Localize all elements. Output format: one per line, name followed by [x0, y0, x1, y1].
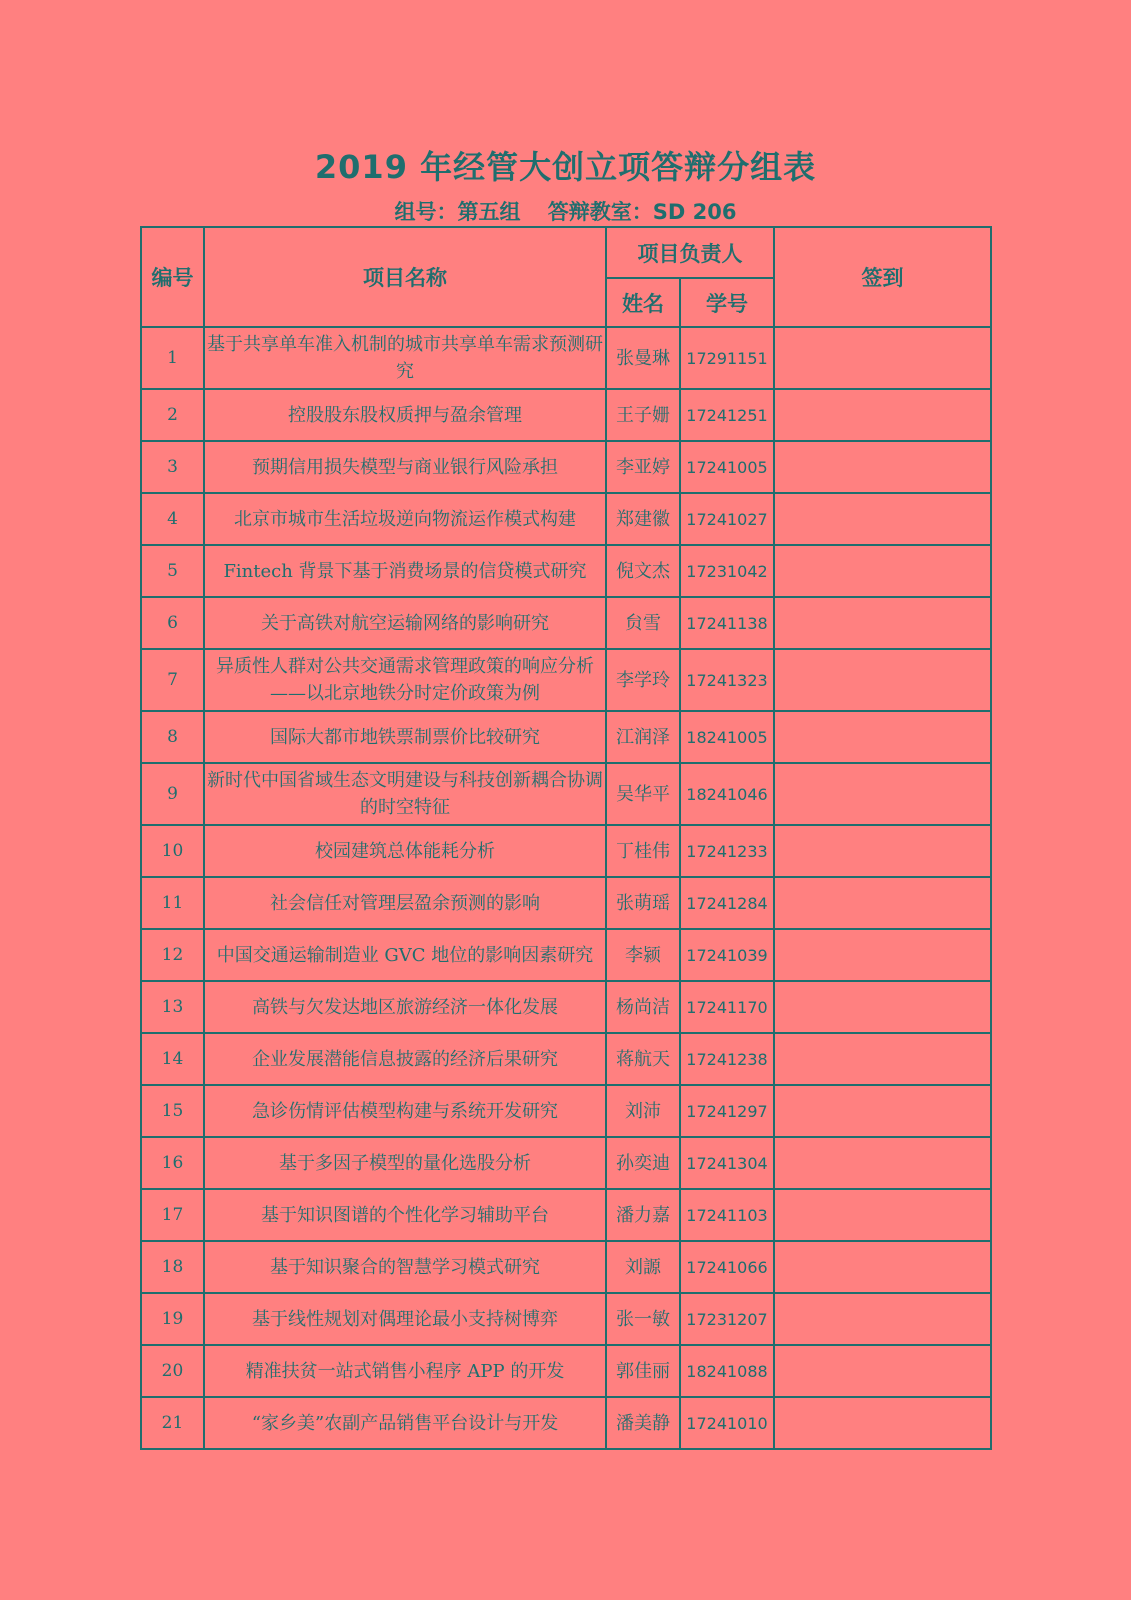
project-name: 基于多因子模型的量化选股分析 [204, 1137, 606, 1189]
table-row [141, 877, 991, 929]
table-row [141, 597, 991, 649]
table-row [141, 1085, 991, 1137]
project-name: 新时代中国省域生态文明建设与科技创新耦合协调的时空特征 [204, 763, 606, 825]
student-id: 18241005 [680, 711, 774, 763]
student-id: 17241005 [680, 441, 774, 493]
signin-cell [774, 877, 991, 929]
row-number: 10 [141, 825, 204, 877]
row-number: 18 [141, 1241, 204, 1293]
header-signin: 签到 [774, 227, 991, 327]
table-row [141, 825, 991, 877]
student-id: 17291151 [680, 327, 774, 389]
leader-name: 王子姗 [606, 389, 680, 441]
leader-name: 杨尚洁 [606, 981, 680, 1033]
row-number: 13 [141, 981, 204, 1033]
student-id: 17231207 [680, 1293, 774, 1345]
table-row [141, 763, 991, 825]
table-row [141, 1189, 991, 1241]
signin-cell [774, 825, 991, 877]
student-id: 17241010 [680, 1397, 774, 1449]
signin-cell [774, 1085, 991, 1137]
signin-cell [774, 649, 991, 711]
signin-cell [774, 545, 991, 597]
row-number: 6 [141, 597, 204, 649]
student-id: 17241039 [680, 929, 774, 981]
project-name: 精准扶贫一站式销售小程序 APP 的开发 [204, 1345, 606, 1397]
student-id: 17241233 [680, 825, 774, 877]
row-number: 3 [141, 441, 204, 493]
table-row [141, 1137, 991, 1189]
signin-cell [774, 1397, 991, 1449]
table-row [141, 1397, 991, 1449]
signin-cell [774, 1345, 991, 1397]
student-id: 18241046 [680, 763, 774, 825]
table-row [141, 493, 991, 545]
project-name: 北京市城市生活垃圾逆向物流运作模式构建 [204, 493, 606, 545]
row-number: 1 [141, 327, 204, 389]
signin-cell [774, 327, 991, 389]
row-number: 17 [141, 1189, 204, 1241]
project-name: 基于共享单车准入机制的城市共享单车需求预测研究 [204, 327, 606, 389]
student-id: 17241323 [680, 649, 774, 711]
signin-cell [774, 1189, 991, 1241]
student-id: 17241304 [680, 1137, 774, 1189]
row-number: 2 [141, 389, 204, 441]
table-row [141, 441, 991, 493]
project-name: 基于知识图谱的个性化学习辅助平台 [204, 1189, 606, 1241]
grouping-table [140, 226, 992, 1450]
project-name: 基于知识聚合的智慧学习模式研究 [204, 1241, 606, 1293]
leader-name: 丁桂伟 [606, 825, 680, 877]
leader-name: 李亚婷 [606, 441, 680, 493]
project-name: 急诊伤情评估模型构建与系统开发研究 [204, 1085, 606, 1137]
row-number: 7 [141, 649, 204, 711]
signin-cell [774, 981, 991, 1033]
project-name: 国际大都市地铁票制票价比较研究 [204, 711, 606, 763]
signin-cell [774, 389, 991, 441]
signin-cell [774, 711, 991, 763]
row-number: 5 [141, 545, 204, 597]
header-number: 编号 [141, 227, 204, 327]
signin-cell [774, 929, 991, 981]
student-id: 17241138 [680, 597, 774, 649]
project-name: 基于线性规划对偶理论最小支持树博弈 [204, 1293, 606, 1345]
signin-cell [774, 1293, 991, 1345]
row-number: 19 [141, 1293, 204, 1345]
signin-cell [774, 493, 991, 545]
signin-cell [774, 1241, 991, 1293]
project-name: 社会信任对管理层盈余预测的影响 [204, 877, 606, 929]
row-number: 4 [141, 493, 204, 545]
row-number: 14 [141, 1033, 204, 1085]
student-id: 17241238 [680, 1033, 774, 1085]
leader-name: 郭佳丽 [606, 1345, 680, 1397]
leader-name: 李颍 [606, 929, 680, 981]
project-name: “家乡美”农副产品销售平台设计与开发 [204, 1397, 606, 1449]
project-name: Fintech 背景下基于消费场景的信贷模式研究 [204, 545, 606, 597]
project-name: 高铁与欠发达地区旅游经济一体化发展 [204, 981, 606, 1033]
student-id: 17241297 [680, 1085, 774, 1137]
header-leader: 项目负责人 [606, 227, 774, 278]
project-name: 异质性人群对公共交通需求管理政策的响应分析——以北京地铁分时定价政策为例 [204, 649, 606, 711]
table-row [141, 327, 991, 389]
row-number: 15 [141, 1085, 204, 1137]
leader-name: 贠雪 [606, 597, 680, 649]
project-name: 企业发展潜能信息披露的经济后果研究 [204, 1033, 606, 1085]
signin-cell [774, 1137, 991, 1189]
leader-name: 孙奕迪 [606, 1137, 680, 1189]
table-row [141, 1033, 991, 1085]
row-number: 8 [141, 711, 204, 763]
header-student-id: 学号 [680, 278, 774, 327]
signin-cell [774, 597, 991, 649]
student-id: 18241088 [680, 1345, 774, 1397]
student-id: 17241170 [680, 981, 774, 1033]
row-number: 21 [141, 1397, 204, 1449]
table-body [141, 327, 991, 1449]
row-number: 11 [141, 877, 204, 929]
leader-name: 潘美静 [606, 1397, 680, 1449]
row-number: 9 [141, 763, 204, 825]
leader-name: 张一敏 [606, 1293, 680, 1345]
project-name: 控股股东股权质押与盈余管理 [204, 389, 606, 441]
student-id: 17241251 [680, 389, 774, 441]
table-row [141, 929, 991, 981]
header-project: 项目名称 [204, 227, 606, 327]
leader-name: 张曼琳 [606, 327, 680, 389]
page-subtitle [0, 196, 1131, 226]
leader-name: 刘謜 [606, 1241, 680, 1293]
table-row [141, 1241, 991, 1293]
table-row [141, 545, 991, 597]
leader-name: 李学玲 [606, 649, 680, 711]
group-label: 组号：第五组 [394, 200, 521, 224]
table-row [141, 1345, 991, 1397]
table-row [141, 981, 991, 1033]
signin-cell [774, 441, 991, 493]
row-number: 20 [141, 1345, 204, 1397]
student-id: 17241027 [680, 493, 774, 545]
table-row [141, 711, 991, 763]
leader-name: 张萌瑶 [606, 877, 680, 929]
leader-name: 蒋航天 [606, 1033, 680, 1085]
student-id: 17241103 [680, 1189, 774, 1241]
leader-name: 吴华平 [606, 763, 680, 825]
project-name: 预期信用损失模型与商业银行风险承担 [204, 441, 606, 493]
header-name: 姓名 [606, 278, 680, 327]
leader-name: 江润泽 [606, 711, 680, 763]
signin-cell [774, 1033, 991, 1085]
row-number: 16 [141, 1137, 204, 1189]
student-id: 17241284 [680, 877, 774, 929]
signin-cell [774, 763, 991, 825]
leader-name: 潘力嘉 [606, 1189, 680, 1241]
leader-name: 倪文杰 [606, 545, 680, 597]
table-row [141, 389, 991, 441]
project-name: 中国交通运输制造业 GVC 地位的影响因素研究 [204, 929, 606, 981]
student-id: 17231042 [680, 545, 774, 597]
student-id: 17241066 [680, 1241, 774, 1293]
table-row [141, 649, 991, 711]
room-label: 答辩教室：SD 206 [547, 200, 737, 224]
leader-name: 刘沛 [606, 1085, 680, 1137]
page-title: 2019 年经管大创立项答辩分组表 [314, 148, 817, 186]
table-row [141, 1293, 991, 1345]
project-name: 校园建筑总体能耗分析 [204, 825, 606, 877]
leader-name: 郑建徽 [606, 493, 680, 545]
row-number: 12 [141, 929, 204, 981]
project-name: 关于高铁对航空运输网络的影响研究 [204, 597, 606, 649]
